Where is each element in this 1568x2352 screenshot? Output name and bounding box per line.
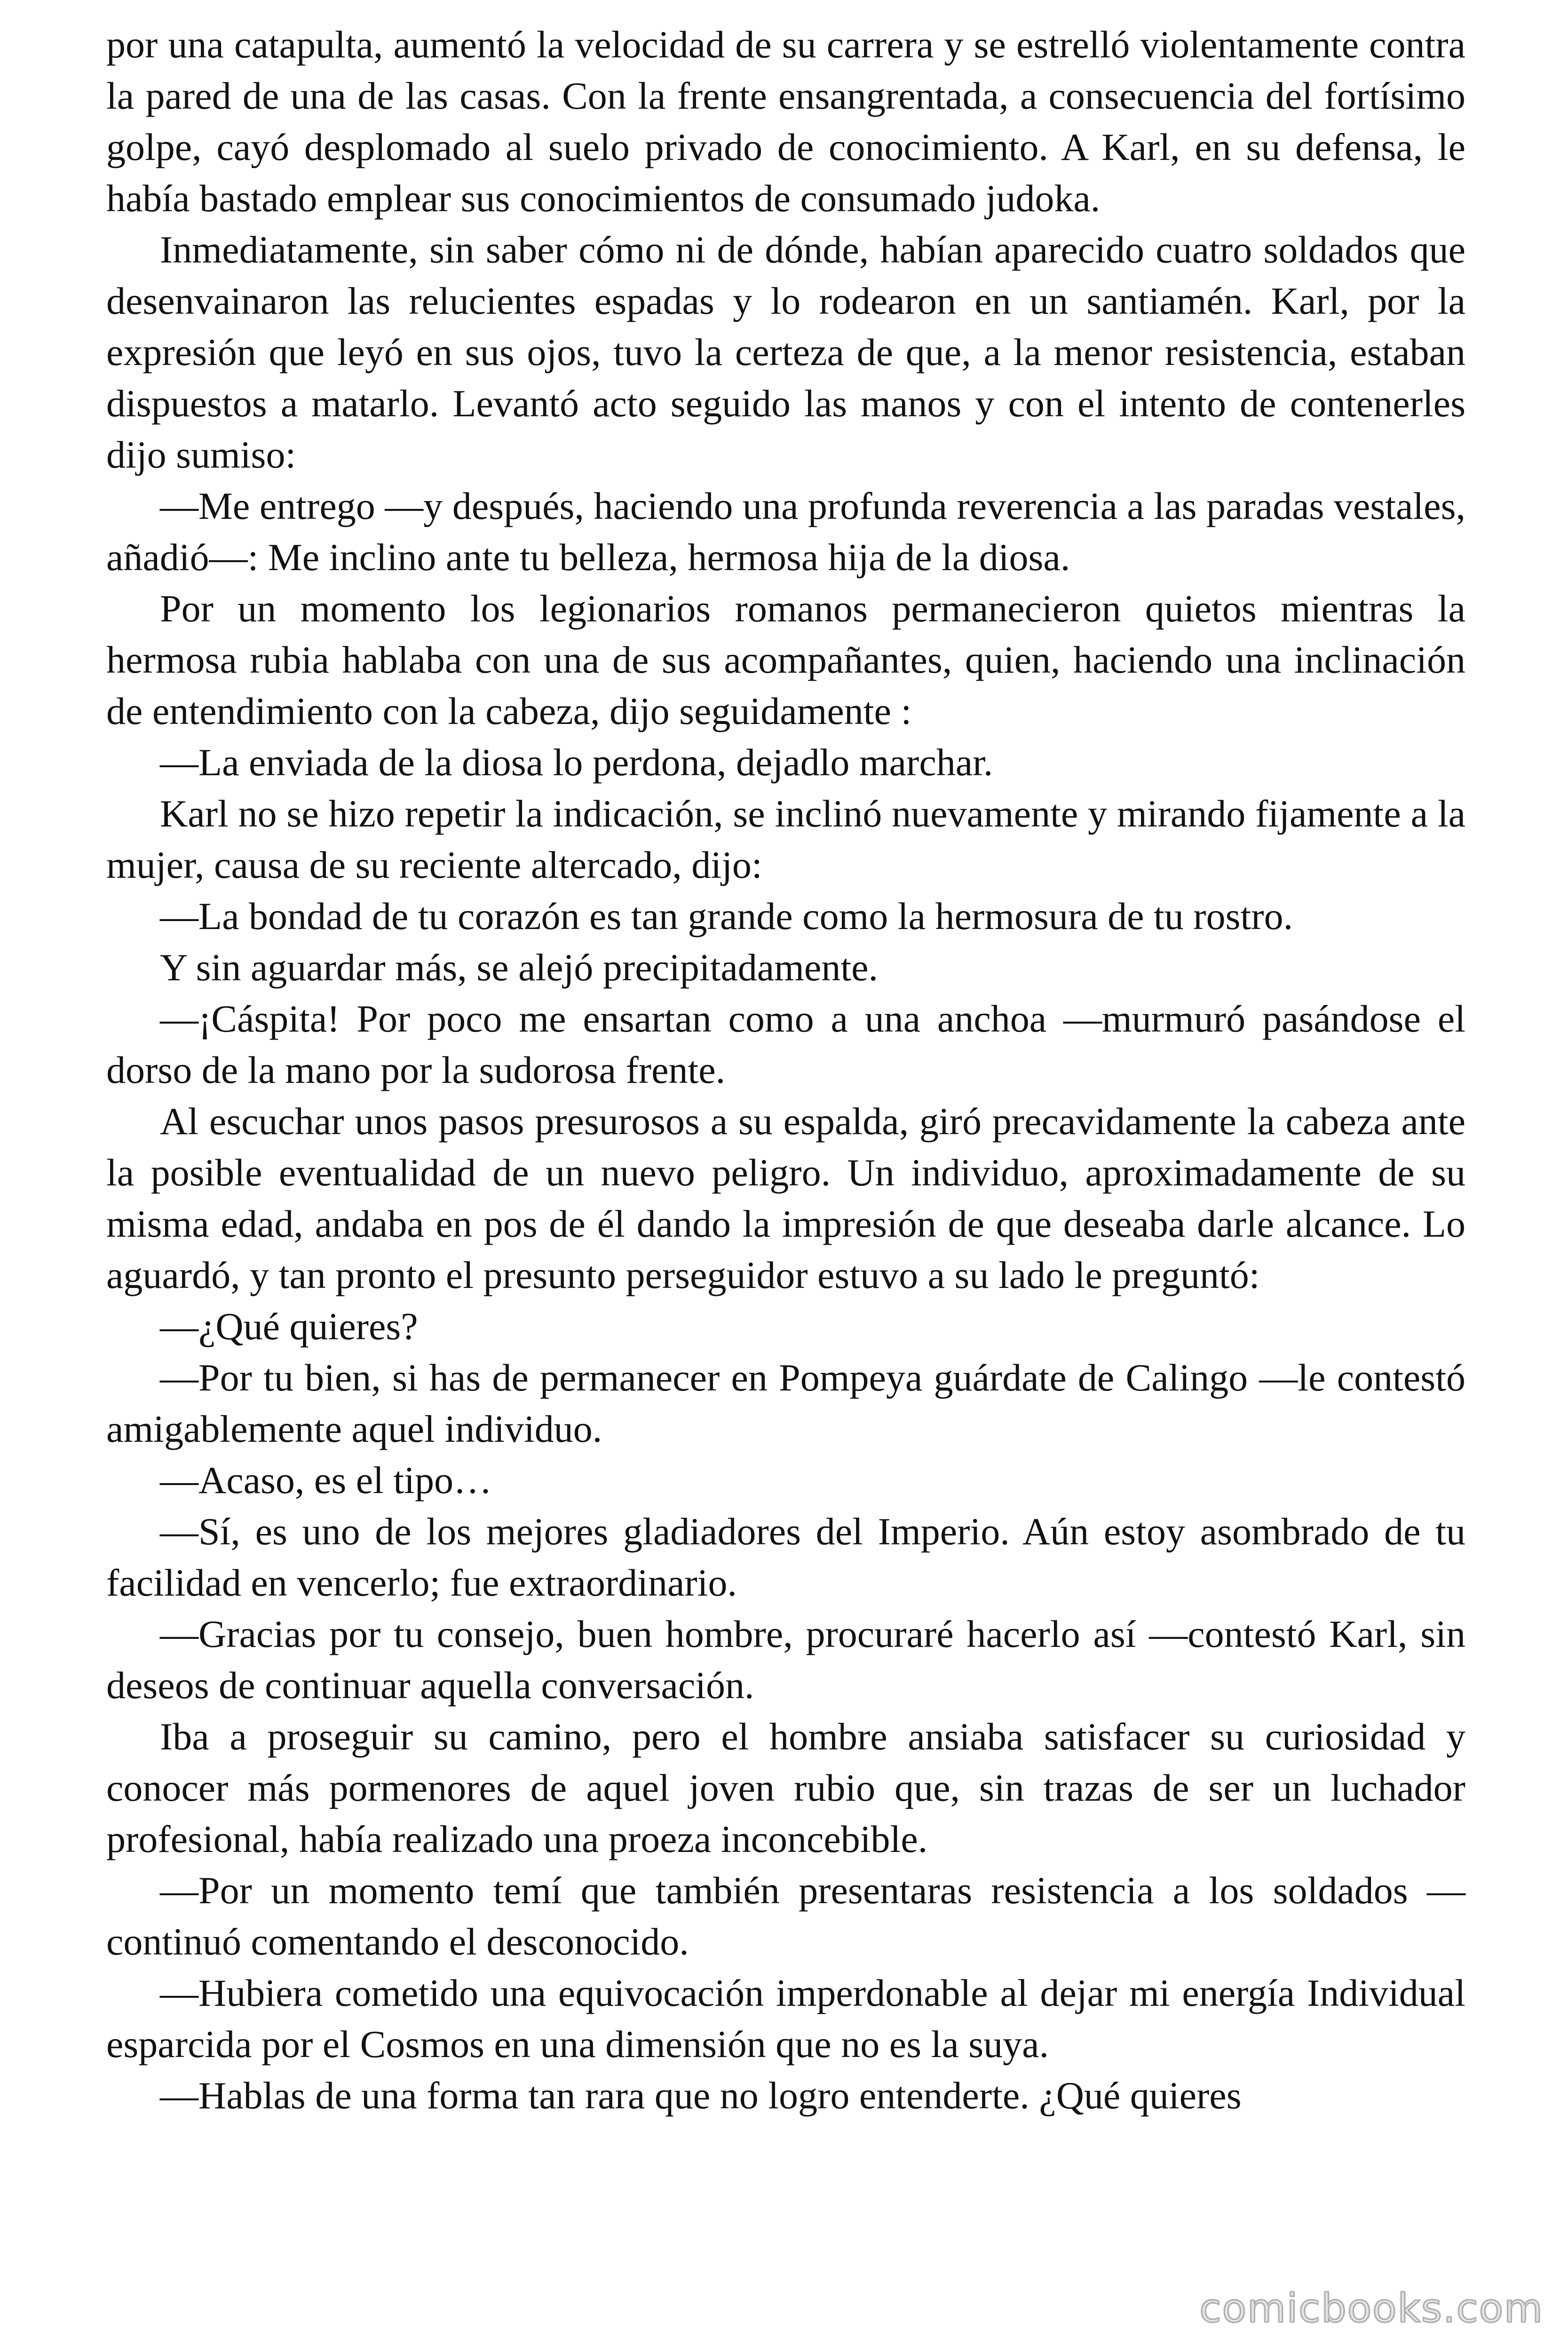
- paragraph: Inmediatamente, sin saber cómo ni de dónde, habían aparecido cuatro soldados que desenvainaron las relucientes espadas y lo rodearon en un santiamén. Karl, por la expresión que leyó en sus ojos, tuvo la certeza de que, a la menor resistencia, estaban dispuestos a matarlo. Levantó acto seguido las manos y con el intento de contenerles dijo sumiso:: [106, 228, 1465, 476]
- paragraph: —Sí, es uno de los mejores gladiadores del Imperio. Aún estoy asombrado de tu facilidad en vencerlo; fue extraordinario.: [106, 1510, 1465, 1604]
- paragraph: —Gracias por tu consejo, buen hombre, procuraré hacerlo así —contestó Karl, sin deseos de continuar aquella conversación.: [106, 1613, 1465, 1707]
- paragraph: —Hablas de una forma tan rara que no logro entenderte. ¿Qué quieres: [160, 2074, 1242, 2117]
- paragraph: —Por un momento temí que también presentaras resistencia a los soldados —continuó comentando el desconocido.: [106, 1869, 1465, 1963]
- paragraph: —La enviada de la diosa lo perdona, dejadlo marchar.: [160, 741, 993, 784]
- book-page: [106, 19, 1465, 2333]
- paragraph: Iba a proseguir su camino, pero el hombre ansiaba satisfacer su curiosidad y conocer más pormenores de aquel joven rubio que, sin trazas de ser un luchador profesional, había realizado una proeza inconcebible.: [106, 1715, 1465, 1860]
- paragraph: Al escuchar unos pasos presurosos a su espalda, giró precavidamente la cabeza ante la posible eventualidad de un nuevo peligro. Un individuo, aproximadamente de su misma edad, andaba en pos de él dando la impresión de que deseaba darle alcance. Lo aguardó, y tan pronto el presunto perseguidor estuvo a su lado le preguntó:: [106, 1100, 1465, 1296]
- paragraph: —Hubiera cometido una equivocación imperdonable al dejar mi energía Individual esparcida por el Cosmos en una dimensión que no es la suya.: [106, 1971, 1465, 2066]
- paragraph: —Por tu bien, si has de permanecer en Pompeya guárdate de Calingo —le contestó amigablemente aquel individuo.: [106, 1356, 1465, 1450]
- paragraph: Y sin aguardar más, se alejó precipitadamente.: [160, 946, 879, 989]
- paragraph: —Acaso, es el tipo…: [160, 1459, 492, 1502]
- paragraph: —¡Cáspita! Por poco me ensartan como a una anchoa —murmuró pasándose el dorso de la mano por la sudorosa frente.: [106, 997, 1465, 1091]
- paragraph: Karl no se hizo repetir la indicación, se inclinó nuevamente y mirando fijamente a la mujer, causa de su reciente altercado, dijo:: [106, 792, 1465, 886]
- paragraph: por una catapulta, aumentó la velocidad de su carrera y se estrelló violentamente contra la pared de una de las casas. Con la frente ensangrentada, a consecuencia del fortísimo golpe, cayó desplomado al suelo privado de conocimiento. A Karl, en su defensa, le había bastado emplear sus conocimientos de consumado judoka.: [106, 23, 1465, 220]
- watermark: comicbooks.com: [1199, 2285, 1544, 2331]
- paragraph: —La bondad de tu corazón es tan grande como la hermosura de tu rostro.: [160, 895, 1293, 938]
- paragraph: —¿Qué quieres?: [160, 1305, 418, 1348]
- paragraph: Por un momento los legionarios romanos permanecieron quietos mientras la hermosa rubia hablaba con una de sus acompañantes, quien, haciendo una inclinación de entendimiento con la cabeza, dijo seguidamente :: [106, 587, 1465, 732]
- paragraph: —Me entrego —y después, haciendo una profunda reverencia a las paradas vestales, añadió—: Me inclino ante tu belleza, hermosa hija de la diosa.: [106, 485, 1465, 579]
